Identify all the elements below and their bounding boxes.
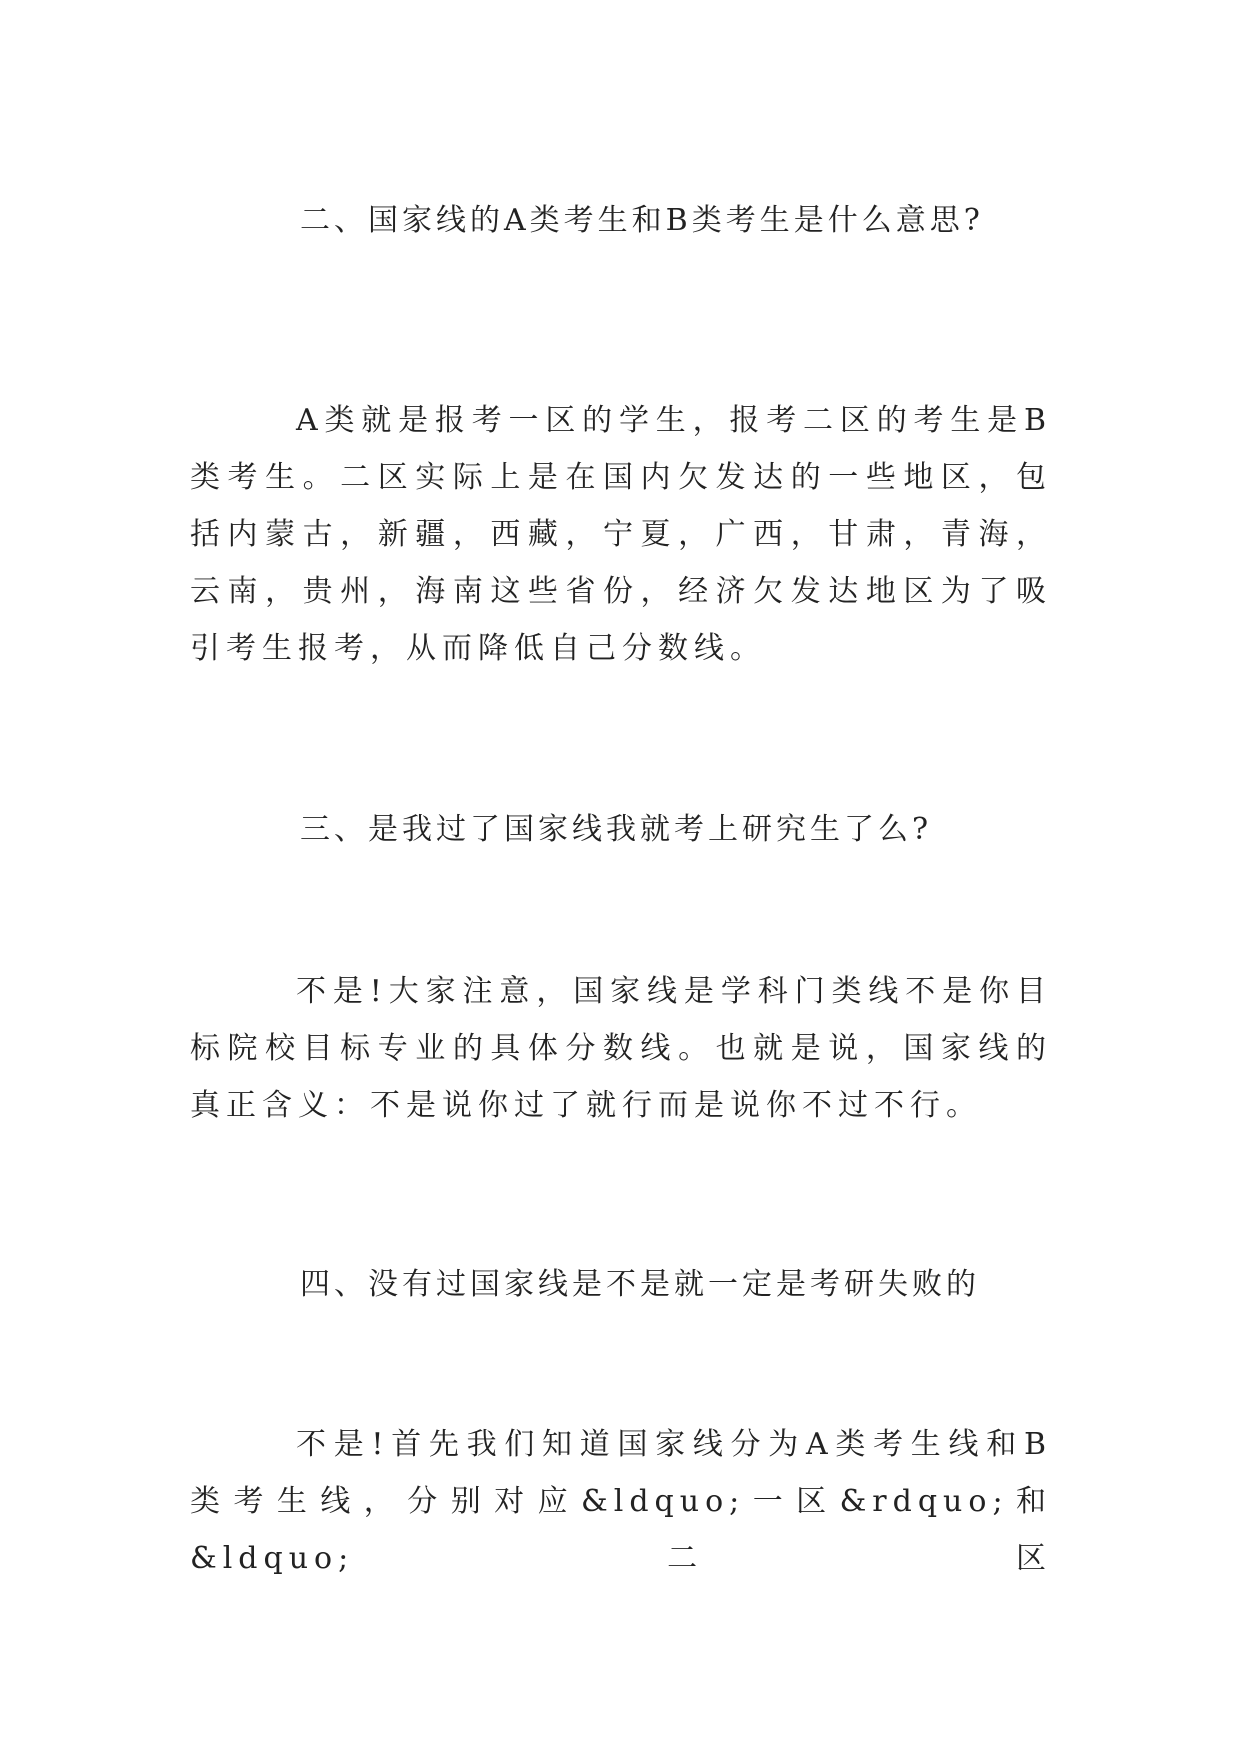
section-heading-2: 二、国家线的A类考生和B类考生是什么意思? [300, 203, 984, 238]
section-heading-3: 三、是我过了国家线我就考上研究生了么? [300, 812, 933, 847]
section-heading-4: 四、没有过国家线是不是就一定是考研失败的 [300, 1267, 980, 1302]
section-body-3: 不是!大家注意，国家线是学科门类线不是你目标院校目标专业的具体分数线。也就是说，国家线的真正含义：不是说你过了就行而是说你不过不行。 [190, 974, 1052, 1123]
section-body-2: A类就是报考一区的学生，报考二区的考生是B类考生。二区实际上是在国内欠发达的一些地区，包括内蒙古，新疆，西藏，宁夏，广西，甘肃，青海，云南，贵州，海南这些省份，经济欠发达地区为了吸引考生报考，从而降低自己分数线。 [190, 403, 1052, 666]
section-body-4: 不是!首先我们知道国家线分为A类考生线和B类考生线，分别对应&ldquo;一区&rdquo;和&ldquo;二区 [190, 1427, 1052, 1576]
